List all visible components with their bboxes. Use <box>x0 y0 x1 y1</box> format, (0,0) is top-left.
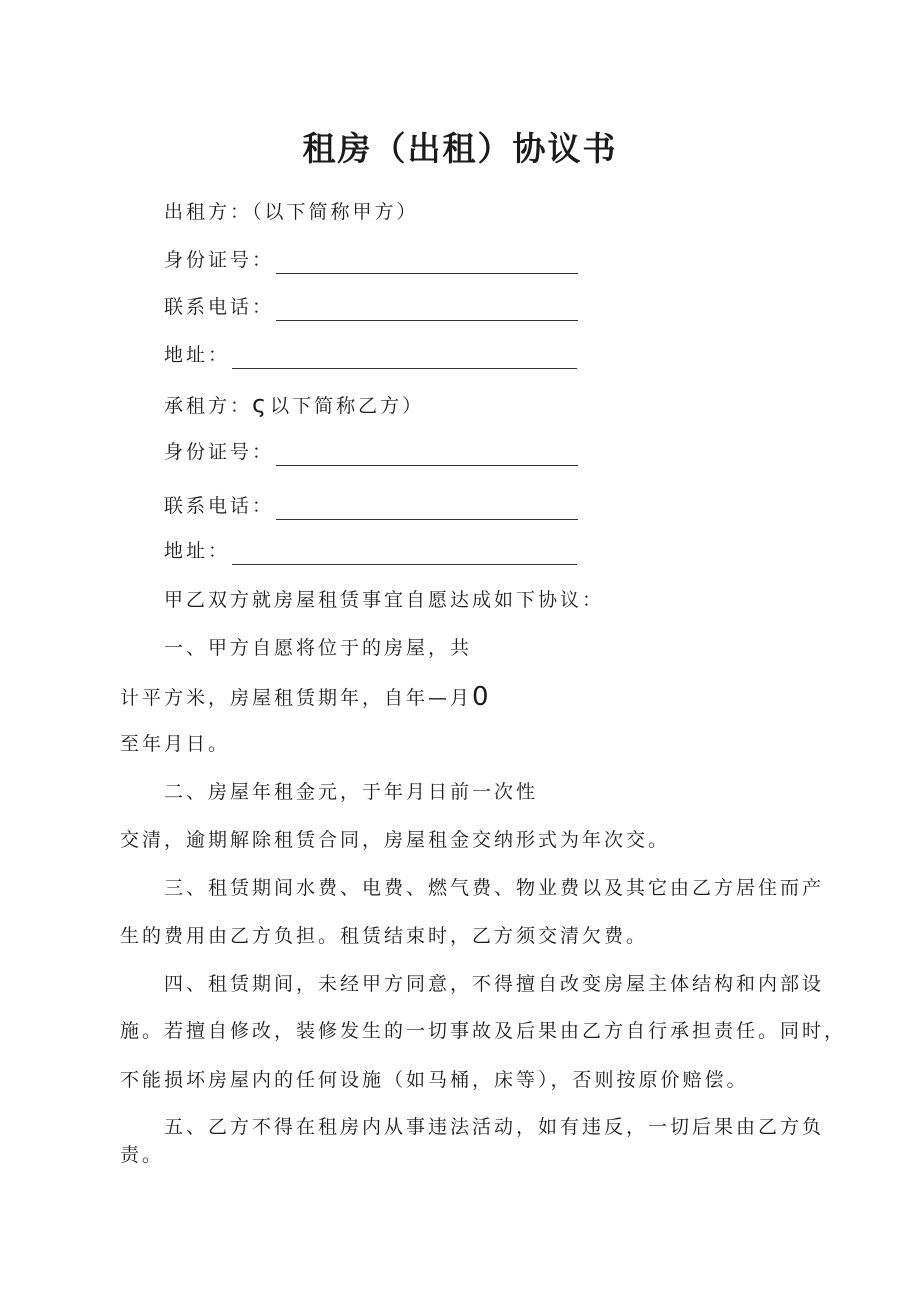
document-title: 租房（出租）协议书 <box>302 129 618 168</box>
clause-4-line-3: 不能损坏房屋内的任何设施（如马桶，床等），否则按原价赔偿。 <box>120 1069 749 1091</box>
lessee-phone-label: 联系电话： <box>164 495 275 517</box>
lessee-id-label: 身份证号： <box>164 441 275 463</box>
clause-1-line-2-end: 0 <box>472 682 489 712</box>
clause-1-line-1: 一、甲方自愿将位于的房屋，共 <box>164 637 473 659</box>
lessee-address-row <box>164 537 577 565</box>
lessor-label: 出租方：（以下简称甲方） <box>164 201 419 223</box>
clause-1-line-2-text: 计平方米，房屋租赁期年，自年—月 <box>120 687 473 709</box>
lessor-address-row <box>164 341 577 369</box>
lessee-label <box>164 390 424 420</box>
lessor-id-blank <box>276 255 578 274</box>
clause-1-line-3: 至年月日。 <box>120 733 231 755</box>
lessor-phone-row <box>164 293 578 321</box>
clause-4-line-2: 施。若擅自修改，装修发生的一切事故及后果由乙方自行承担责任。同时， <box>120 1020 847 1042</box>
lessee-label-prefix: 承租方： <box>164 395 253 417</box>
lessee-label-suffix: 以下简称乙方） <box>270 395 425 417</box>
lessor-address-label: 地址： <box>164 344 231 366</box>
lessor-id-row <box>164 246 578 274</box>
clause-2-line-2: 交清，逾期解除租赁合同，房屋租金交纳形式为年次交。 <box>120 829 671 851</box>
lessee-id-row <box>164 438 578 466</box>
clause-5-line-1: 五、乙方不得在租房内从事违法活动，如有违反，一切后果由乙方负 <box>164 1116 825 1138</box>
clause-2-line-1: 二、房屋年租金元，于年月日前一次性 <box>164 781 539 803</box>
clause-1-line-2 <box>120 682 489 712</box>
lessor-id-label: 身份证号： <box>164 249 275 271</box>
lessee-phone-blank <box>276 501 578 520</box>
clause-3-line-2: 生的费用由乙方负担。租赁结束时，乙方须交清欠费。 <box>120 925 649 947</box>
clause-4-line-1: 四、租赁期间，未经甲方同意，不得擅自改变房屋主体结构和内部设 <box>164 973 825 995</box>
agreement-intro: 甲乙双方就房屋租赁事宜自愿达成如下协议： <box>164 589 605 611</box>
lessee-label-mark: ς <box>252 390 271 418</box>
lessor-address-blank <box>232 350 577 369</box>
lessee-id-blank <box>276 447 578 466</box>
lessee-address-label: 地址： <box>164 540 231 562</box>
lessee-phone-row <box>164 492 578 520</box>
lessor-phone-label: 联系电话： <box>164 296 275 318</box>
lessor-phone-blank <box>276 302 578 321</box>
clause-3-line-1: 三、租赁期间水费、电费、燃气费、物业费以及其它由乙方居住而产 <box>164 877 825 899</box>
clause-5-line-2: 责。 <box>120 1144 165 1166</box>
lessee-address-blank <box>232 546 577 565</box>
